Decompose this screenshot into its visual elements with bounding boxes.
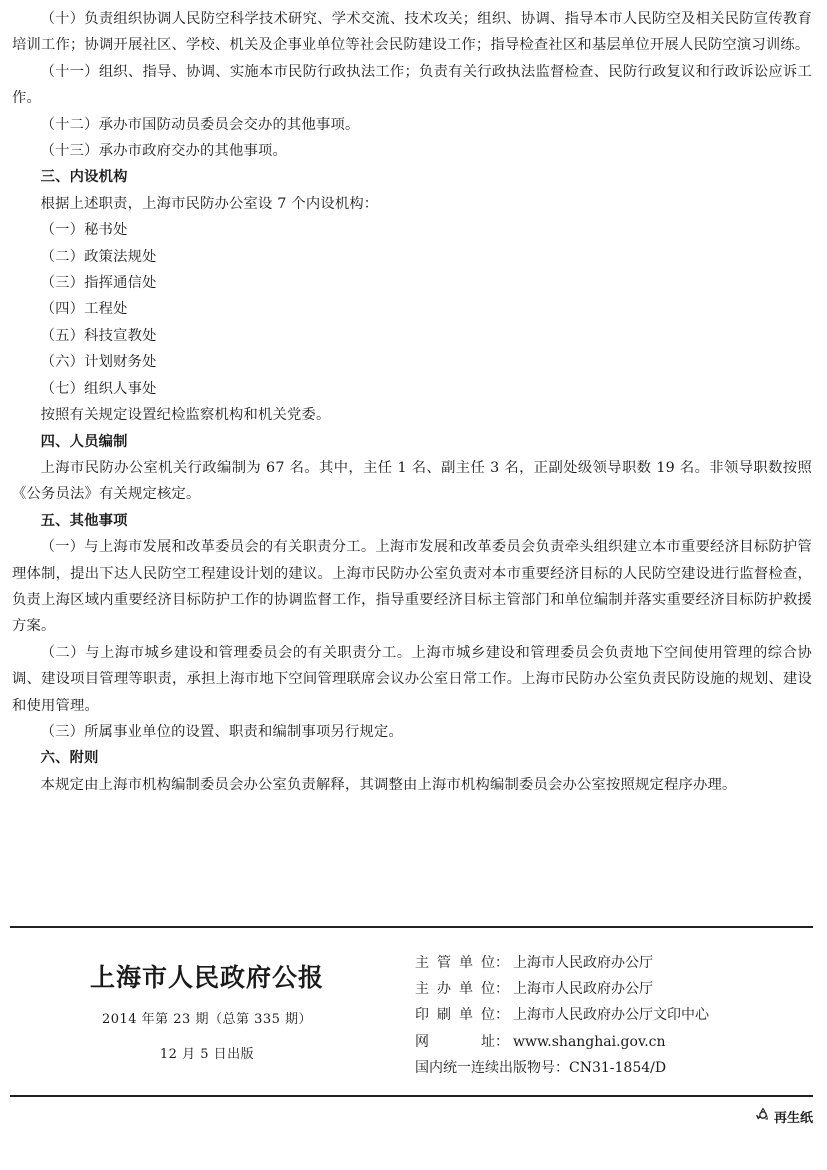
- paragraph: （十）负责组织协调人民防空科学技术研究、学术交流、技术攻关；组织、协调、指导本市人民防空及相关民防宣传教育培训工作；协调开展社区、学校、机关及企事业单位等社会民防建设工作；指导检查社区和基层单位开展人民防空演习训练。: [12, 11, 812, 54]
- section-heading: 六、附则: [40, 750, 99, 767]
- list-item: （七）组织人事处: [40, 380, 157, 397]
- paragraph: 按照有关规定设置纪检监察机构和机关党委。: [40, 407, 331, 424]
- info-label: 印刷单位: [415, 1007, 495, 1024]
- info-value: 上海市人民政府办公厅: [513, 981, 653, 998]
- list-item: （五）科技宣教处: [40, 327, 157, 344]
- paragraph: 上海市民防办公室机关行政编制为 67 名。其中，主任 1 名、副主任 3 名，正副处级领导职数 19 名。非领导职数按照《公务员法》有关规定核定。: [12, 459, 812, 503]
- info-value: 上海市人民政府办公厅: [513, 955, 653, 971]
- masthead-date: 12 月 5 日出版: [159, 1047, 255, 1062]
- info-label: 网址: [415, 1033, 495, 1050]
- list-item: （一）秘书处: [40, 222, 128, 239]
- recycle-label: 再生纸: [773, 1110, 813, 1126]
- info-row: 国内统一连续出版物号 ： CN31-1854/D: [415, 1055, 805, 1081]
- website-value: www.shanghai.gov.cn: [513, 1033, 666, 1050]
- info-label: 国内统一连续出版物号: [415, 1059, 555, 1076]
- publication-info: [415, 950, 805, 1081]
- info-row: 主办单位 ： 上海市人民政府办公厅: [415, 976, 805, 1002]
- list-item: （三）指挥通信处: [40, 275, 157, 292]
- document-body: [12, 6, 812, 798]
- list-item: （二）政策法规处: [40, 248, 157, 265]
- info-value: CN31-1854/D: [569, 1059, 667, 1076]
- section-heading: 五、其他事项: [40, 512, 128, 529]
- paragraph: （十一）组织、指导、协调、实施本市民防行政执法工作；负责有关行政执法监督检查、民防行政复议和行政诉讼应诉工作。: [12, 63, 812, 107]
- info-row: 印刷单位 ： 上海市人民政府办公厅文印中心: [415, 1002, 805, 1028]
- footer-bottom-rule: [10, 1095, 813, 1097]
- recycled-paper-mark: [755, 1106, 813, 1126]
- paragraph: 根据上述职责，上海市民防办公室设 7 个内设机构：: [40, 195, 379, 212]
- paragraph: （一）与上海市发展和改革委员会的有关职责分工。上海市发展和改革委员会负责牵头组织建立本市重要经济目标防护管理体制，提出下达人民防空工程建设计划的建议。上海市民防办公室负责对本市重要经济目标的人民防空建设进行监督检查，负责上海区域内重要经济目标防护工作的协调监督工作，指导重要经济目标主管部门和单位编制并落实重要经济目标防护救援方案。: [12, 539, 812, 635]
- section-heading: 三、内设机构: [40, 169, 128, 186]
- info-value: 上海市人民政府办公厅文印中心: [513, 1007, 709, 1024]
- masthead-title: 上海市人民政府公报: [89, 963, 324, 992]
- recycle-icon: [755, 1106, 771, 1126]
- paragraph: （十二）承办市国防动员委员会交办的其他事项。: [40, 116, 360, 133]
- info-label: 主管单位: [415, 955, 495, 971]
- paragraph: （十三）承办市政府交办的其他事项。: [40, 143, 288, 160]
- list-item: （六）计划财务处: [40, 354, 157, 371]
- section-heading: 四、人员编制: [40, 433, 128, 450]
- footer-top-rule: [10, 926, 813, 928]
- paragraph: （三）所属事业单位的设置、职责和编制事项另行规定。: [40, 723, 404, 740]
- info-row: 主管单位 ： 上海市人民政府办公厅: [415, 950, 805, 976]
- info-label: 主办单位: [415, 981, 495, 998]
- list-item: （四）工程处: [40, 301, 128, 318]
- paragraph: （二）与上海市城乡建设和管理委员会的有关职责分工。上海市城乡建设和管理委员会负责地下空间使用管理的综合协调、建设项目管理等职责，承担上海市地下空间管理联席会议办公室日常工作。上海市民防办公室负责民防设施的规划、建设和使用管理。: [12, 644, 812, 714]
- paragraph: 本规定由上海市机构编制委员会办公室负责解释，其调整由上海市机构编制委员会办公室按照规定程序办理。: [40, 776, 737, 793]
- info-row: 网址 ： www.shanghai.gov.cn: [415, 1029, 805, 1055]
- masthead-issue: 2014 年第 23 期（总第 335 期）: [101, 1012, 313, 1027]
